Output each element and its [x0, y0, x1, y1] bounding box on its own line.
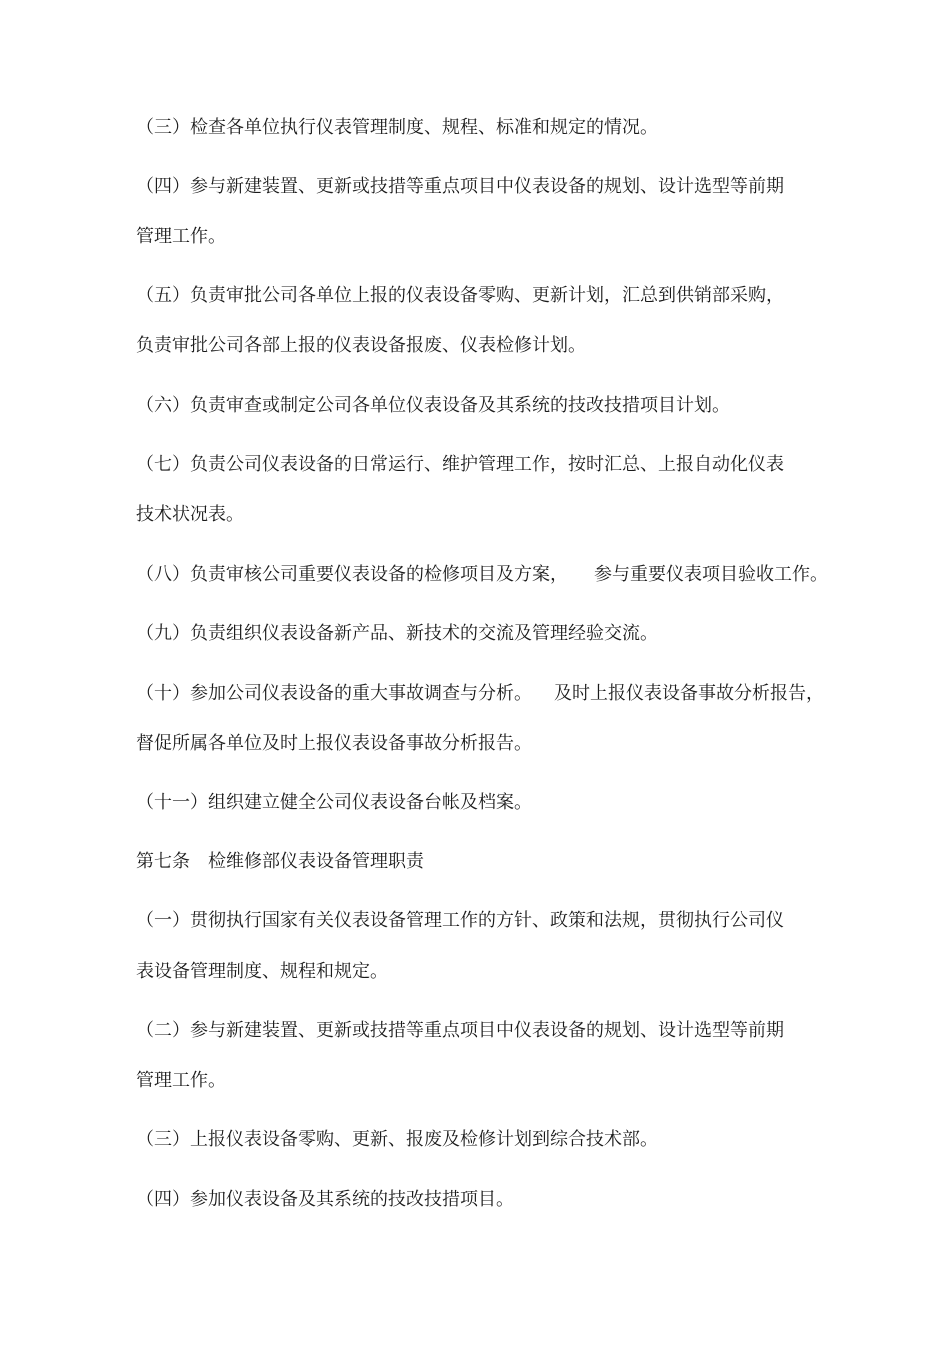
paragraph-line: 管理工作。	[136, 226, 226, 247]
paragraph-segment: （十）参加公司仪表设备的重大事故调查与分析。	[136, 683, 532, 704]
paragraph-line	[136, 682, 824, 706]
paragraph-segment: 及时上报仪表设备事故分析报告，	[554, 683, 824, 704]
paragraph-line: 管理工作。	[136, 1070, 226, 1091]
paragraph-line: （二）参与新建装置、更新或技措等重点项目中仪表设备的规划、设计选型等前期	[136, 1020, 784, 1041]
paragraph-line: （四）参加仪表设备及其系统的技改技措项目。	[136, 1189, 514, 1210]
paragraph-line: （三）上报仪表设备零购、更新、报废及检修计划到综合技术部。	[136, 1129, 658, 1150]
paragraph-segment: 参与重要仪表项目验收工作。	[594, 564, 828, 585]
paragraph-line: （三）检查各单位执行仪表管理制度、规程、标准和规定的情况。	[136, 117, 658, 138]
paragraph-line: 负责审批公司各部上报的仪表设备报废、仪表检修计划。	[136, 335, 586, 356]
paragraph-line: （一）贯彻执行国家有关仪表设备管理工作的方针、政策和法规，贯彻执行公司仪	[136, 910, 784, 931]
paragraph-line: （五）负责审批公司各单位上报的仪表设备零购、更新计划，汇总到供销部采购，	[136, 285, 784, 306]
paragraph-line: 表设备管理制度、规程和规定。	[136, 961, 388, 982]
paragraph-line: （四）参与新建装置、更新或技措等重点项目中仪表设备的规划、设计选型等前期	[136, 176, 784, 197]
paragraph-line	[136, 563, 828, 587]
paragraph-line: 技术状况表。	[136, 504, 244, 525]
paragraph-line: （十一）组织建立健全公司仪表设备台帐及档案。	[136, 792, 532, 813]
paragraph-line: （七）负责公司仪表设备的日常运行、维护管理工作，按时汇总、上报自动化仪表	[136, 454, 784, 475]
paragraph-line: 督促所属各单位及时上报仪表设备事故分析报告。	[136, 733, 532, 754]
paragraph-segment: （八）负责审核公司重要仪表设备的检修项目及方案，	[136, 564, 568, 585]
paragraph-line: （九）负责组织仪表设备新产品、新技术的交流及管理经验交流。	[136, 623, 658, 644]
article-heading: 第七条 检维修部仪表设备管理职责	[136, 851, 424, 872]
paragraph-line: （六）负责审查或制定公司各单位仪表设备及其系统的技改技措项目计划。	[136, 395, 730, 416]
